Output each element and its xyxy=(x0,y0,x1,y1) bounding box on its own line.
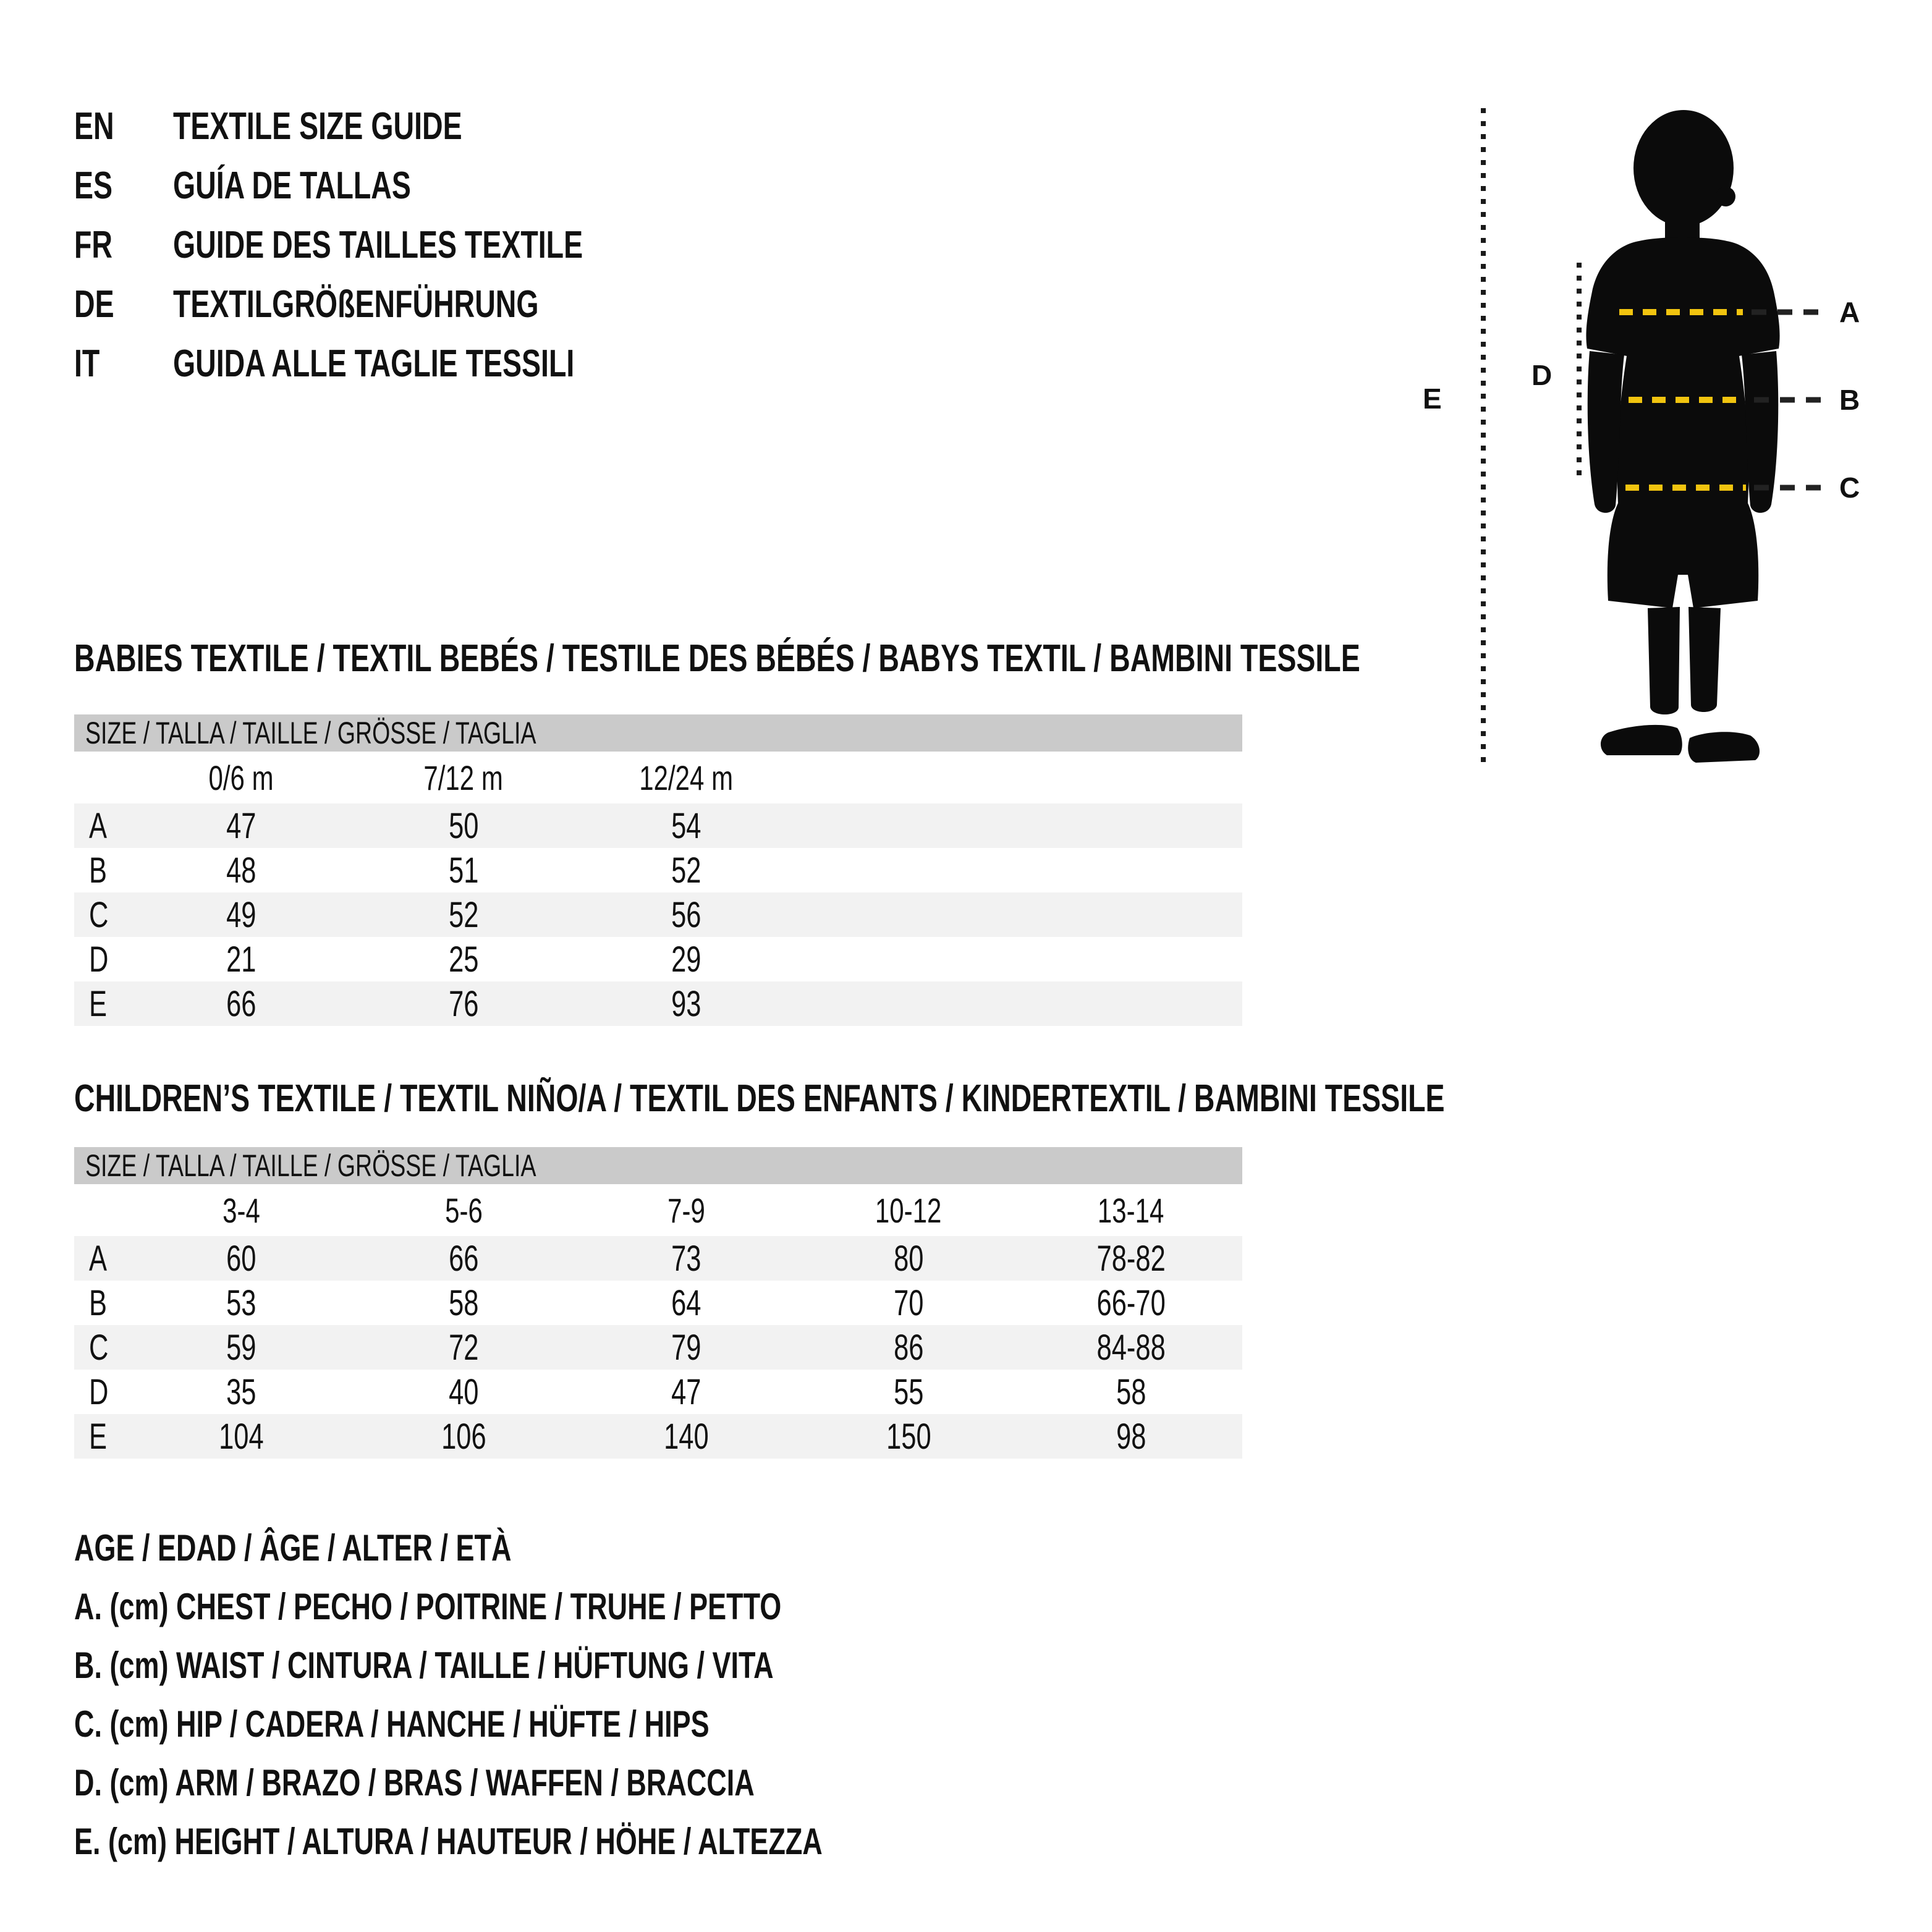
language-code: DE xyxy=(74,282,114,326)
cell-value: 21 xyxy=(226,939,256,980)
column-header: 7-9 xyxy=(667,1190,705,1230)
cell-value: 64 xyxy=(671,1282,701,1323)
language-code: FR xyxy=(74,223,112,266)
row-label: E xyxy=(89,983,108,1024)
cell-value: 73 xyxy=(671,1238,701,1279)
language-title: GUIDA ALLE TAGLIE TESSILI xyxy=(173,342,575,385)
size-header-bar xyxy=(74,1147,1242,1184)
language-code: ES xyxy=(74,164,113,207)
legend-line-chest: A. (cm) CHEST / PECHO / POITRINE / TRUHE / PETTO xyxy=(74,1586,782,1627)
language-row-es xyxy=(74,156,719,215)
language-code: IT xyxy=(74,342,100,385)
measurement-label-b: B xyxy=(1839,384,1860,416)
table-row xyxy=(74,1236,1242,1281)
cell-value: 80 xyxy=(893,1238,924,1279)
cell-value: 29 xyxy=(671,939,701,980)
row-label: D xyxy=(89,939,109,980)
language-title: GUIDE DES TAILLES TEXTILE xyxy=(173,223,583,266)
cell-value: 78-82 xyxy=(1096,1238,1166,1279)
cell-value: 66 xyxy=(448,1238,479,1279)
column-header: 7/12 m xyxy=(423,758,504,797)
cell-value: 66-70 xyxy=(1096,1282,1166,1323)
language-row-it xyxy=(74,334,719,393)
cell-value: 84-88 xyxy=(1096,1327,1166,1368)
cell-value: 70 xyxy=(893,1282,924,1323)
row-label: B xyxy=(89,850,108,891)
language-title-list xyxy=(74,96,719,393)
row-label: A xyxy=(89,805,108,846)
babies-size-table xyxy=(74,714,1242,1026)
cell-value: 54 xyxy=(671,805,701,846)
measurement-label-c: C xyxy=(1839,472,1860,504)
column-header: 0/6 m xyxy=(208,758,274,797)
language-row-fr xyxy=(74,215,719,274)
row-label: A xyxy=(89,1238,108,1279)
cell-value: 53 xyxy=(226,1282,256,1323)
measurement-legend xyxy=(74,1519,1072,1871)
legend-line-arm: D. (cm) ARM / BRAZO / BRAS / WAFFEN / BRACCIA xyxy=(74,1762,755,1803)
language-title: TEXTILGRÖßENFÜHRUNG xyxy=(173,282,539,326)
measurement-label-a: A xyxy=(1839,296,1860,328)
cell-value: 47 xyxy=(226,805,256,846)
cell-value: 106 xyxy=(441,1416,486,1457)
cell-value: 52 xyxy=(448,894,479,935)
row-label: C xyxy=(89,894,109,935)
language-row-en xyxy=(74,96,719,156)
language-row-de xyxy=(74,274,719,334)
cell-value: 76 xyxy=(448,983,479,1024)
cell-value: 55 xyxy=(893,1371,924,1412)
table-row xyxy=(74,1281,1242,1325)
cell-value: 52 xyxy=(671,850,701,891)
row-label: E xyxy=(89,1416,108,1457)
cell-value: 51 xyxy=(448,850,479,891)
size-header-label: SIZE / TALLA / TAILLE / GRÖSSE / TAGLIA xyxy=(85,1148,536,1183)
cell-value: 72 xyxy=(448,1327,479,1368)
cell-value: 49 xyxy=(226,894,256,935)
cell-value: 35 xyxy=(226,1371,256,1412)
table-row xyxy=(74,848,1242,892)
column-header: 13-14 xyxy=(1098,1190,1164,1230)
legend-line-height: E. (cm) HEIGHT / ALTURA / HAUTEUR / HÖHE / ALTEZZA xyxy=(74,1821,823,1862)
legend-line-age: AGE / EDAD / ÂGE / ALTER / ETÀ xyxy=(74,1527,512,1569)
row-label: B xyxy=(89,1282,108,1323)
language-title: GUÍA DE TALLAS xyxy=(173,164,411,207)
table-row xyxy=(74,937,1242,981)
cell-value: 60 xyxy=(226,1238,256,1279)
cell-value: 59 xyxy=(226,1327,256,1368)
cell-value: 86 xyxy=(893,1327,924,1368)
legend-line-hip: C. (cm) HIP / CADERA / HANCHE / HÜFTE / HIPS xyxy=(74,1703,710,1745)
column-header: 12/24 m xyxy=(639,758,733,797)
measurement-label-d: D xyxy=(1532,359,1553,391)
column-header: 5-6 xyxy=(444,1190,483,1230)
row-label: D xyxy=(89,1371,109,1412)
column-header: 3-4 xyxy=(222,1190,260,1230)
cell-value: 93 xyxy=(671,983,701,1024)
size-header-bar xyxy=(74,714,1242,752)
cell-value: 150 xyxy=(886,1416,931,1457)
children-section-title: CHILDREN’S TEXTILE / TEXTIL NIÑO/A / TEXTIL DES ENFANTS / KINDERTEXTIL / BAMBINI TESSILE xyxy=(74,1077,1445,1120)
language-title: TEXTILE SIZE GUIDE xyxy=(173,104,462,148)
column-header-row xyxy=(74,1184,1242,1236)
babies-section-title: BABIES TEXTILE / TEXTIL BEBÉS / TESTILE DES BÉBÉS / BABYS TEXTIL / BAMBINI TESSILE xyxy=(74,637,1360,680)
table-row xyxy=(74,1325,1242,1370)
table-row xyxy=(74,1414,1242,1459)
children-size-table xyxy=(74,1147,1242,1459)
language-code: EN xyxy=(74,104,114,148)
cell-value: 25 xyxy=(448,939,479,980)
table-row xyxy=(74,981,1242,1026)
column-header: 10-12 xyxy=(875,1190,942,1230)
cell-value: 40 xyxy=(448,1371,479,1412)
table-row xyxy=(74,1370,1242,1414)
cell-value: 48 xyxy=(226,850,256,891)
cell-value: 50 xyxy=(448,805,479,846)
cell-value: 47 xyxy=(671,1371,701,1412)
cell-value: 58 xyxy=(1116,1371,1146,1412)
cell-value: 104 xyxy=(218,1416,264,1457)
cell-value: 140 xyxy=(663,1416,709,1457)
cell-value: 58 xyxy=(448,1282,479,1323)
cell-value: 79 xyxy=(671,1327,701,1368)
size-header-label: SIZE / TALLA / TAILLE / GRÖSSE / TAGLIA xyxy=(85,716,536,750)
legend-line-waist: B. (cm) WAIST / CINTURA / TAILLE / HÜFTUNG / VITA xyxy=(74,1645,774,1686)
column-header-row xyxy=(74,752,1242,803)
cell-value: 56 xyxy=(671,894,701,935)
row-label: C xyxy=(89,1327,109,1368)
table-row xyxy=(74,803,1242,848)
cell-value: 66 xyxy=(226,983,256,1024)
table-row xyxy=(74,892,1242,937)
cell-value: 98 xyxy=(1116,1416,1146,1457)
measurement-label-e: E xyxy=(1423,383,1442,415)
